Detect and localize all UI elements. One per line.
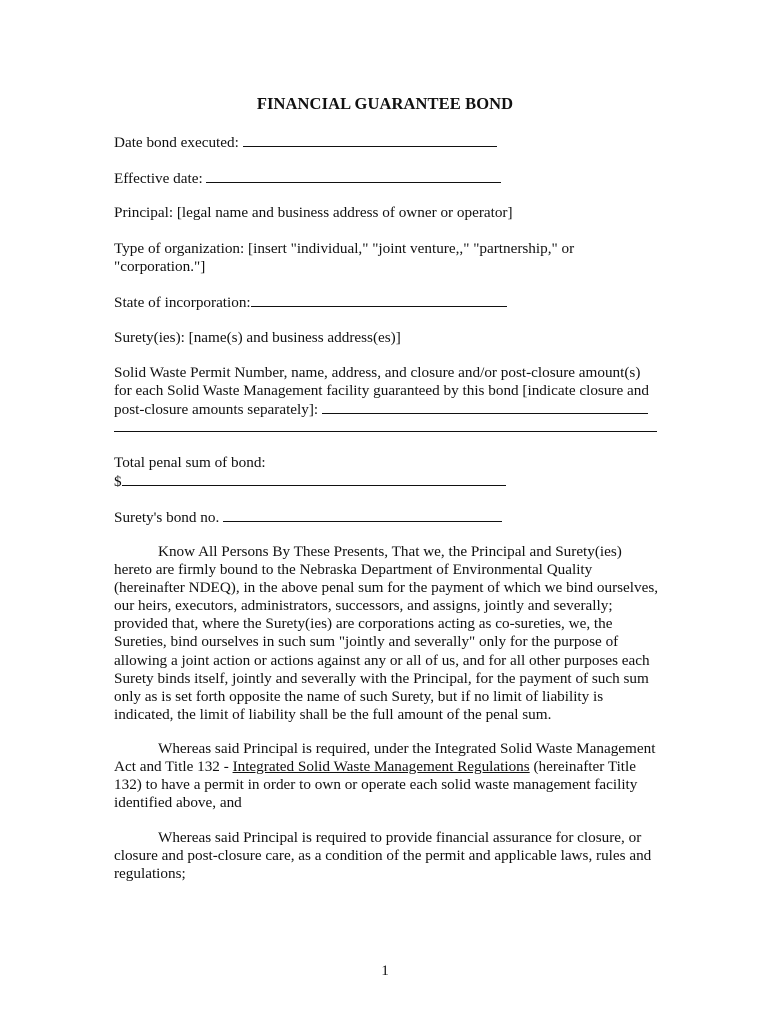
permit-continuation-line (114, 418, 657, 437)
whereas-permit-line: 132) to have a permit in order to own or operate each solid waste management facility (114, 776, 638, 794)
penal-sum-line: Total penal sum of bond: (114, 454, 266, 471)
whereas-permit-line (114, 758, 654, 776)
permit-amounts-blank[interactable] (322, 400, 648, 414)
know-all-line: our heirs, executors, administrators, successors, and assigns, jointly and severally; (114, 597, 613, 615)
effective-date-line (114, 169, 501, 188)
regulations-title: Integrated Solid Waste Management Regulations (232, 758, 530, 776)
bond-number-blank[interactable] (223, 508, 502, 522)
whereas-permit-line: identified above, and (114, 794, 242, 812)
bond-number-line (114, 508, 502, 527)
effective-date-label: Effective date: (114, 170, 203, 187)
know-all-line: Sureties, bind ourselves in such sum "jointly and severally" only for the purpose of (114, 633, 619, 651)
penal-sum-blank[interactable] (122, 472, 506, 486)
dollar-sign: $ (114, 473, 122, 490)
whereas-assurance-line: regulations; (114, 865, 186, 883)
know-all-line: Surety binds itself, jointly and severally with the Principal, for the payment of such sum (114, 669, 649, 687)
permit-amounts-label: post-closure amounts separately]: (114, 401, 319, 418)
whereas-assurance-paragraph (114, 829, 654, 883)
permit-line-2: for each Solid Waste Management facility guaranteed by this bond [indicate closure and (114, 382, 649, 399)
whereas-assurance-line: closure and post-closure care, as a condition of the permit and applicable laws, rules and (114, 847, 652, 865)
know-all-line: only as is set forth opposite the name of such Surety, but if no limit of liability is (114, 687, 604, 705)
whereas-permit-line: Whereas said Principal is required, under the Integrated Solid Waste Management (158, 740, 656, 757)
date-executed-label: Date bond executed: (114, 134, 239, 151)
date-executed-line (114, 133, 497, 152)
type-of-organization-line-1: Type of organization: [insert "individual," "joint venture,," "partnership," or (114, 240, 575, 257)
act-title-text: Act and Title 132 - (114, 758, 233, 776)
bond-number-label: Surety's bond no. (114, 509, 220, 526)
know-all-line: allowing a joint action or actions against any or all of us, and for all other purposes each (114, 651, 650, 669)
document-title: FINANCIAL GUARANTEE BOND (256, 94, 514, 113)
type-of-organization-line-2: "corporation."] (114, 258, 206, 275)
state-incorporation-label: State of incorporation: (114, 294, 251, 311)
know-all-line: (hereinafter NDEQ), in the above penal sum for the payment of which we bind ourselves, (114, 579, 659, 597)
sureties-line: Surety(ies): [name(s) and business address(es)] (114, 329, 401, 346)
date-executed-blank[interactable] (243, 133, 497, 147)
know-all-line: indicated, the limit of liability shall be the full amount of the penal sum. (114, 705, 552, 723)
know-all-paragraph (114, 543, 659, 724)
whereas-assurance-line: Whereas said Principal is required to provide financial assurance for closure, or (158, 829, 642, 846)
effective-date-blank[interactable] (206, 169, 501, 183)
state-incorporation-line (114, 293, 507, 312)
permit-continuation-blank[interactable] (114, 418, 657, 432)
penal-sum-amount-line (114, 472, 506, 491)
know-all-line: hereto are firmly bound to the Nebraska Department of Environmental Quality (114, 561, 593, 579)
page-number: 1 (381, 962, 389, 979)
hereinafter-text: (hereinafter Title (529, 758, 636, 776)
permit-line-3 (114, 400, 648, 419)
know-all-line: Know All Persons By These Presents, That we, the Principal and Surety(ies) (158, 543, 622, 560)
state-incorporation-blank[interactable] (251, 293, 507, 307)
know-all-line: provided that, where the Surety(ies) are corporations acting as co-sureties, we, the (114, 615, 613, 633)
permit-line-1: Solid Waste Permit Number, name, address, and closure and/or post-closure amount(s) (114, 364, 641, 381)
principal-line: Principal: [legal name and business address of owner or operator] (114, 204, 513, 221)
whereas-permit-paragraph (114, 740, 654, 812)
